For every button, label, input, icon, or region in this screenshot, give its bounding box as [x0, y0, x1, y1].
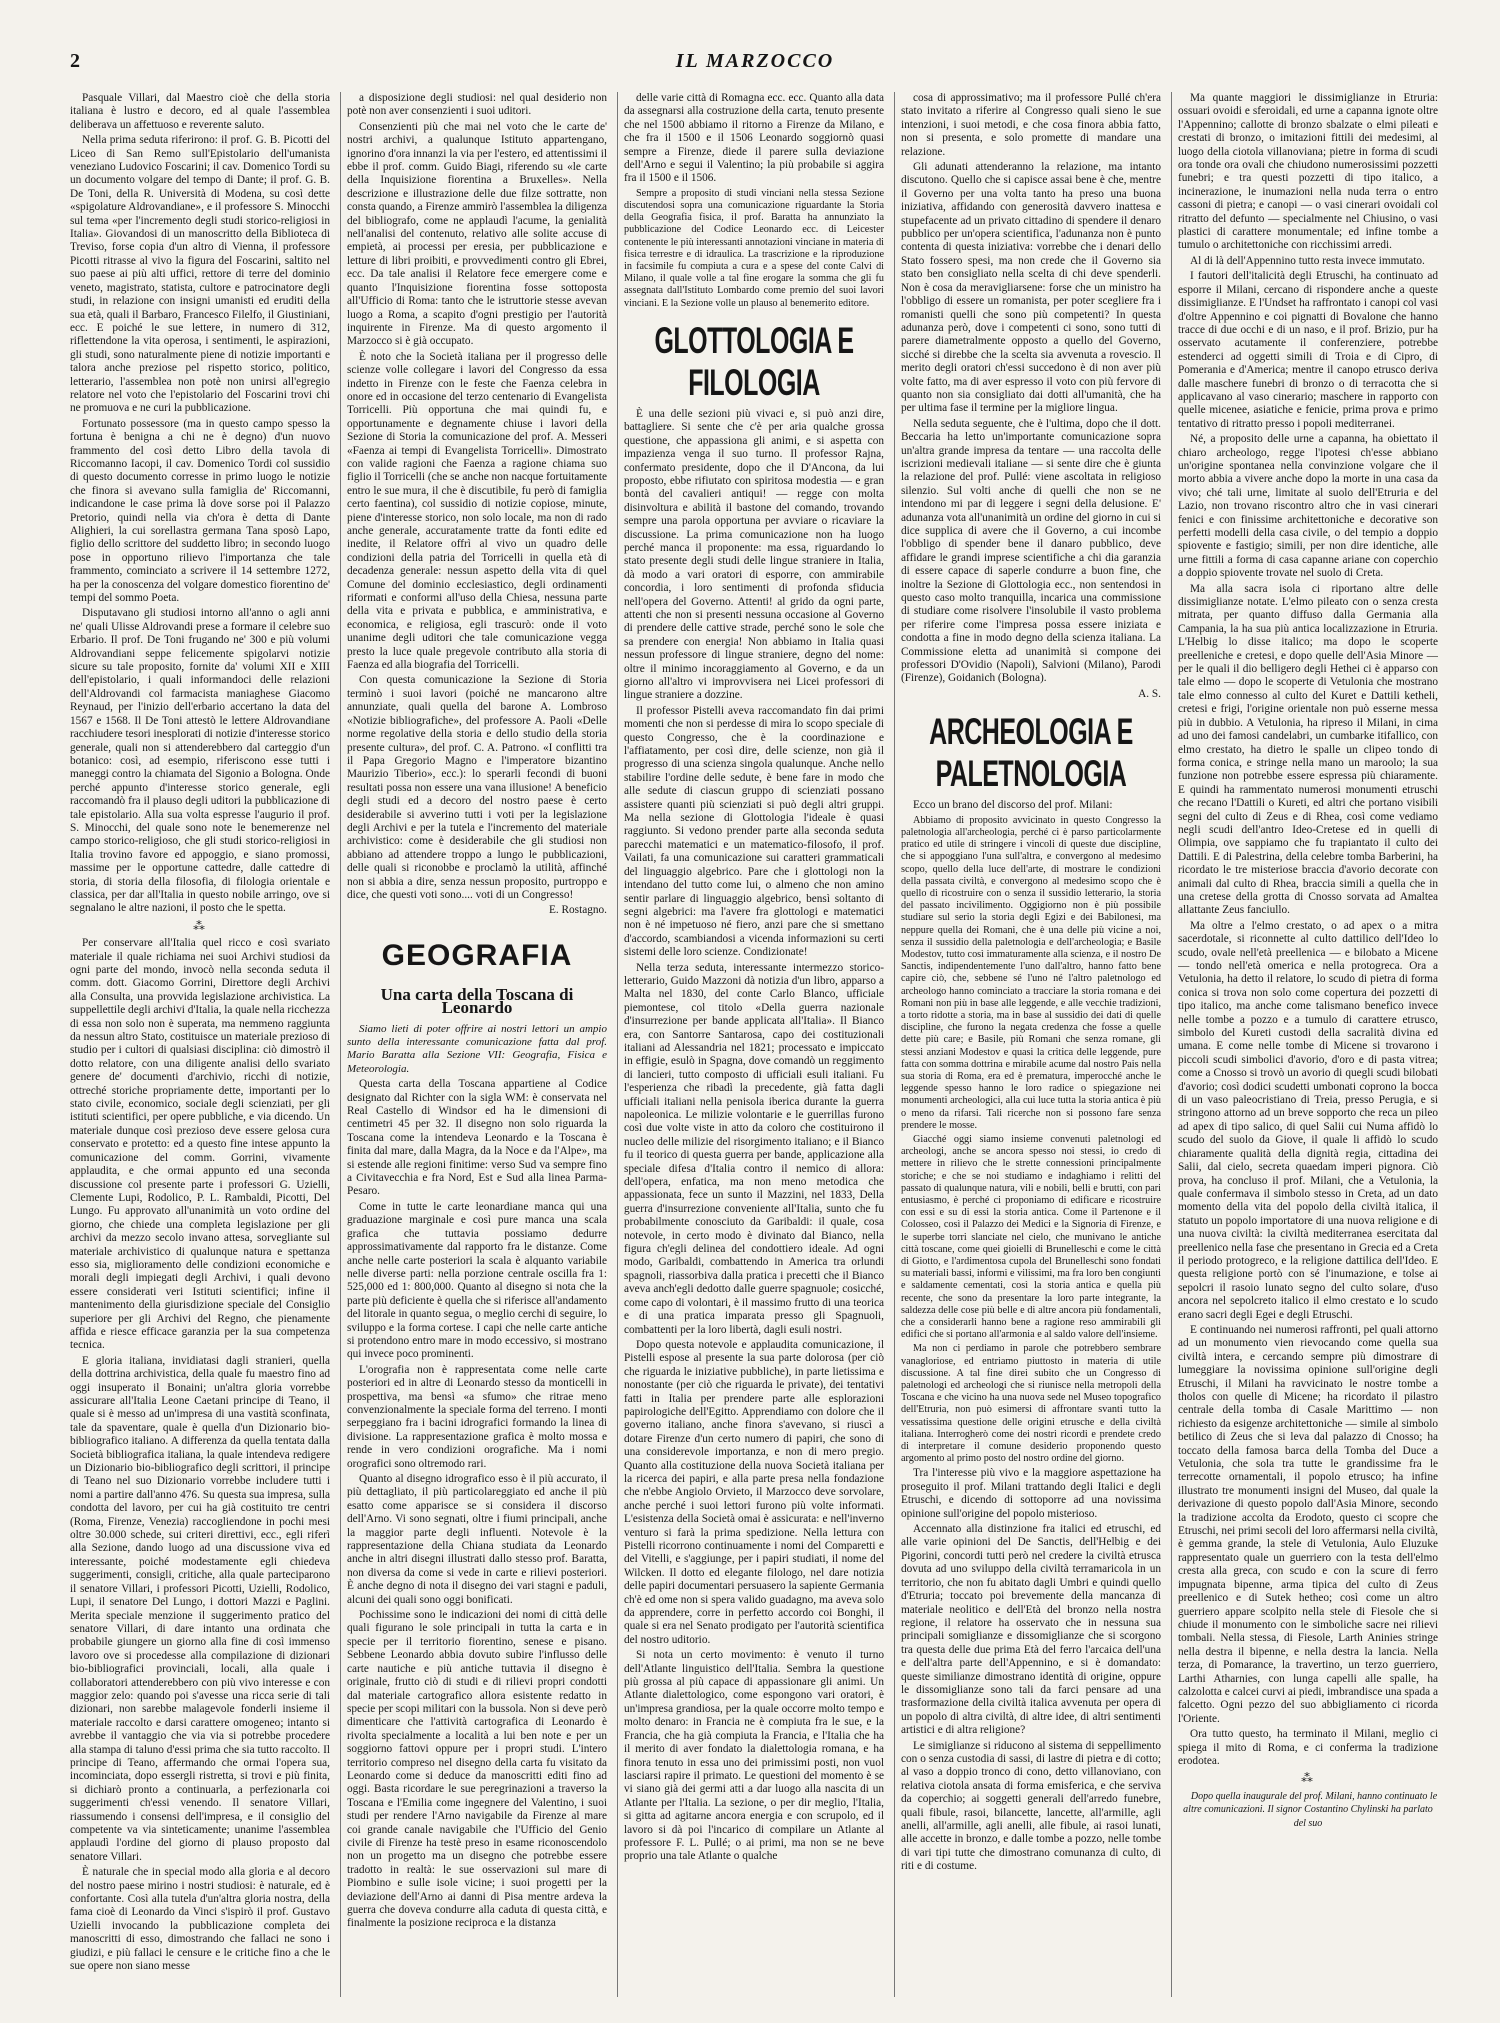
column-4: [901, 92, 1161, 2002]
section-intro: Siamo lieti di poter offrire ai nostri lettori un ampio sunto della interessante comunicazione fatta dal prof. Mario Baratta alla Sezione VII: Geografia, Fisica e Meteorologia.: [347, 1022, 607, 1075]
paragraph: Nella seduta seguente, che è l'ultima, dopo che il dott. Beccaria ha letto un'importante comunicazione sopra un'altra grande impresa da tentare — una raccolta delle iscrizioni medievali italiane — si sente dire che è giunta la relazione del prof. Pullé: viene ascoltata in religioso silenzio. Sul volti anche di quelli che non se ne intendono mi par di leggere i segni della delusione. E' adunanza vota all'unanimità un ordine del giorno in cui si dice supplica di avere che il Governo, a cui incombe l'obbligo di spender bene il danaro pubblico, deve affidare le grandi imprese scientifiche a chi dia garanzia di essere capace di saperle condurre a buon fine, che inoltre la Sezione di Glottologia ecc., non sentendosi in questo caso molto tranquilla, incarica una commissione di studiare come risolvere l'insolubile il vasto problema per riferire come l'impresa possa essere iniziata e condotta a fine in modo degno della scienza italiana. La Commissione eletta ad unanimità si compone dei professori D'Ovidio (Napoli), Salvioni (Milano), Parodi (Firenze), Goidanich (Bologna).: [901, 417, 1161, 685]
section-title-archeologia: ARCHEOLOGIA E PALETNOLOGIA: [929, 711, 1133, 796]
paragraph: I fautori dell'italicità degli Etruschi, ha continuato ad esporre il Milani, cercano di rispondere anche a queste dissimiglianze. E l'Undset ha raffrontato i canopi col vasi d'oltre Appennino e coi pignatti di Bovalone che hanno tracce di due occhi e di un naso, e il prof. Brizio, pur ha osservato acutamente il conferenziere, potrebbe estenderci ad oggetti simili di Troia e di Cipro, di Pomerania e d'America; mentre il canopo etrusco deriva dalle maschere funebri di bronzo o di terracotta che si applicavano al vaso cinerario; maschere in rapporto con quelle micenee, asiatiche e fenicie, prima prova e primo tentativo di ritratto presso i popoli mediterranei.: [1178, 270, 1438, 430]
paragraph: Si nota un certo movimento: è venuto il turno dell'Atlante linguistico dell'Italia. Sembra la questione più grossa al più capace di appassionare gli animi. Un Atlante dialettologico, come espongono vari oratori, è un'impresa grandiosa, per la quale occorre molto tempo e molto denaro: in Francia ne è compiuta fra le sue, e la Francia, che ha già compiuta la Francia, e l'Italia che ha il merito di aver fondato la dialettologia romana, e ha finora tenuto in essa uno dei primissimi posti, non vuol lasciarsi rapire il primato. Le questioni del momento è se vi siano già dei germi atti a dar luogo alla nascita di un Atlante per l'Italia. La sezione, o per dir meglio, l'Italia, si gitta ad agitarne ancora energia e con scrupolo, ed il lavoro si dà poi l'incarico di compilare un Atlante al professore F. L. Pullé; o ai primi, ma non se ne beve proprio una tale Atlante o qualche: [624, 1649, 884, 1863]
section-title-glottologia: GLOTTOLOGIA E FILOLOGIA: [654, 319, 854, 404]
paragraph: Ora tutto questo, ha terminato il Milani, meglio ci spiega il mito di Roma, e ci conferma la tradizione erodotea.: [1178, 1728, 1438, 1767]
section-subtitle: Una carta della Toscana di Leonardo: [380, 984, 574, 1018]
paragraph: Le simiglianze si riducono al sistema di seppellimento con o senza custodia di sassi, di lastre di pietra e di cotto; al vaso a doppio tronco di cono, detto villanoviano, con relativa ciotola ansata di forma emisferica, e che serviva da coperchio; ai soggetti generali dell'arredo funebre, quali fibule, rasoi, bilancette, lancette, all'armille, agli anelli, all'armille, agli anelli, alle fibule, ai rasoi lunati, alle accette in bronzo, e dalle tombe a pozzo, nelle tombe di vari tipi tutte che dimostrano comunanza di culto, di riti e di costume.: [901, 1739, 1161, 1873]
paragraph: Sempre a proposito di studi vinciani nella stessa Sezione discutendosi sopra una comunicazione riguardante la Storia della Geografia fisica, il prof. Baratta ha annunziato la pubblicazione del Codice Leonardo ecc. di Leicester contenente le più interessanti annotazioni vinciane in materia di fisica terrestre e di idraulica. La trascrizione e la riproduzione in facsimile fu compiuta a cura e a spese del conte Calvi di Milano, il quale volle a tal fine erogare la somma che gli fu assegnata dall'Istituto Lombardo come premio del suoi lavori vinciani. E la Sezione volle un plauso al benemerito editore.: [624, 187, 884, 309]
masthead: IL MARZOCCO: [675, 50, 835, 72]
paragraph: delle varie città di Romagna ecc. ecc. Quanto alla data da assegnarsi alla costruzione della carta, tenuto presente che nel 1500 abbiamo il ritorno a Firenze da Milano, e che fra il 1500 e il 1506 Leonardo soggiornò quasi sempre a Firenze, diede il parere sulla deviazione dell'Arno e segui il Valentino; la più probabile si aggira fra il 1500 e il 1506.: [624, 92, 884, 185]
quoted-speech: Abbiamo di proposito avvicinato in questo Congresso la paletnologia all'archeologia, perché ci è parso particolarmente pratico ed utile di stringere i vincoli di queste due discipline, che si appoggiano l'una sull'altra, e convergono al medesimo scopo, quello della luce dell'arte, di mostrare le condizioni della passata civiltà, e convergono al medesimo scopo che è quello di ricostruire con o senza il sussidio letterario, la storia del passato incivilimento. Oggigiorno non è più possibile studiare sul serio la storia degli Egizi e dei Babilonesi, ma neppure quella dei Romani, che è una delle più vicine a noi, senza il sussidio della paletnologia e dell'archeologia; e Basile Modestov, tutto così immaturamente alla scienza, e il nostro De Sanctis, indipendentemente l'uno dall'altro, hanno fatto bene capire ciò, che, sebbene sé l'uno né l'altro paletnologo ed archeologo hanno cominciato a tracciare la storia romana e dei Romani non più in base alle leggende, e alle vecchie tradizioni, a torto ridotte a storia, ma in base al sussidio dei dati di quelle discipline, che furono la negata credenza che fosse a quelle dette più care; e Basile, più Romani che senza romane, gli stessi anziani Modestov e quasi la critica delle leggende, pure fatta con somma dottrina e mirabile acume dal nostro Pais nella sua storia di Roma, era ed è prematura, imperocché anche le leggende spesso hanno le loro radice o spiegazione nei monumenti archeologici, alla cui luce tutta la storia antica è più o meno da rifarsi. Tali ricerche non si possono fare senza prendere le mosse.: [901, 814, 1161, 1131]
paragraph: cosa di approssimativo; ma il professore Pullé ch'era stato invitato a riferire al Congresso quali sieno le sue intenzioni, i suoi metodi, e che cosa finora abbia fatto, non si presenta, e solo promette di mandare una relazione.: [901, 92, 1161, 158]
paragraph: È naturale che in special modo alla gloria e al decoro del nostro paese mirino i nostri studiosi: è naturale, ed è confortante. Così alla tutela d'un'altra gloria nostra, della fama cioè di Leonardo da Vinci s'ispirò il prof. Gustavo Uzielli invocando la pubblicazione completa dei manoscritti di esso, dimostrando che fallaci ne sono i giudizi, e più fallaci le censure e le critiche fino a che le sue opere non siano messe: [70, 1866, 330, 1973]
paragraph: Accennato alla distinzione fra italici ed etruschi, ed alle varie opinioni del De Sanctis, dell'Helbig e dei Pigorini, concordi tutti però nel credere la civiltà etrusca dovuta ad uno sviluppo della civiltà terramaricola in un territorio, che non fu abitato dagli Umbri e quindi quello d'Etruria; toccato poi brevemente della mancanza di materiale neolitico e dell'Età del bronzo nella nostra regione, il relatore ha osservato che in nessuna sua principali somiglianze e dissomiglianze che si scorgono tra questa delle due prima Età del ferro l'arcaica dell'una e dell'altra parte dell'Appennino, e si è domandato: queste similianze dimostrano identità di origine, oppure le dissomiglianze sono tali da farci pensare ad una trasformazione della civiltà italica avvenuta per opera di un popolo di altra civiltà, di altre idee, di altri sentimenti artistici e di altra religione?: [901, 1523, 1161, 1737]
paragraph: Ma alla sacra isola ci riportano altre delle dissimiglianze notate. L'elmo pileato con o senza cresta mitrata, per quanto diffuso dalla Germania alla Campania, la ha sua più antica localizzazione in Etruria. L'Helbig lo disse italico; ma dopo le scoperte preelleniche e cretesi, e dopo quelle dell'Asia Minore — per le quali il dio belligero degli Hethei ci è apparso con tale elmo — dopo le scoperte di Vetulonia che mostrano tale elmo connesso al culto del Kuret e Dattili ketheli, cretesi e frigi, l'origine orientale non può esserne messa più in dubbio. A Vetulonia, ha ripreso il Milani, in cima ad uno dei famosi candelabri, un cumbarke itifallico, con elmo crestato, ha dietro le spalle un clipeo tondo di forma conica, e stringe nella mano un maroolo; la sua funzione non potrebbe essere espressa più chiaramente. E quindi ha rammentato numerosi monumenti etruschi che recano l'Dattili o Kureti, ed altri che portano visibili segni del culto di Zeus e di Rhea, così come vediamo negli scudi dell'antro Ideo-Cretese ed in quelli di Olimpia, ove sappiamo che fu trapiantato il culto dei Dattili. E di Palestrina, della celebre tomba Barberini, ha ricordato le tre misteriose braccia d'avorio decorate con animali dal culto di Rhea, braccia simili a quella che in una cretese della grotta di Cnosso sorvata ad Amaltea allattante Zeus fanciullo.: [1178, 582, 1438, 917]
quoted-speech: Ma non ci perdiamo in parole che potrebbero sembrare vanagloriose, ed entriamo piuttosto in materia di utile discussione. A tal fine direi subito che un Congresso di paletnologi ed archeologi che si riunisce nella metropoli della Toscana e che vicino ha una nuova sede nel Museo topografico dell'Etruria, non può esimersi di affrontare svanti tutto la vessatissima questione delle origini etrusche e della civiltà italiana. Interrogherò come dei nostri ricordi e prendete credo di interpretare il comune desiderio proponendo questo argomento al primo posto del nostro ordine del giorno.: [901, 1343, 1161, 1465]
paragraph: Consenzienti più che mai nel voto che le carte de' nostri archivi, a qualunque Istituto appartengano, ignorino d'ora innanzi la via per l'estero, ed attentissimi il ebbe il prof. comm. Guido Biagi, riferendo su «le carte della Inquisizione fiorentina a Bruxelles». Nella descrizione e illustrazione delle due filze sottratte, non consta quando, a Firenze ammirò l'assemblea la diligenza del bibliografo, come ne applaudì l'acume, la genialità nell'analisi del contenuto, relativo alle solite accuse di empietà, ai processi per eresia, per pubblicazione e letture di libri proibiti, e provvedimenti contro gli Ebrei, ecc. Da tale analisi il Relatore fece emergere come e quanto l'Inquisizione fiorentina fosse sottoposta all'Ufficio di Roma: tanto che le istruttorie stesse avevan luogo a Roma, a scapito d'ogni prestigio per l'autorità inquirente in Firenze. Ma di questo argomento il Marzocco si è già occupato.: [347, 120, 607, 348]
section-separator: ⁂: [193, 918, 207, 933]
paragraph: Dopo questa notevole e applaudita comunicazione, il Pistelli espose al presente la sua parte dolorosa (per ciò che riguarda le iniziative pubbliche), in parte lietissima e nonostante (per ciò che riguarda le private), dei tentativi fatti in Italia per prendere parte alle esplorazioni papirologiche dell'Egitto. Apprendiamo con dolore che il governo italiano, anche finora s'avevano, si riuscì a dotare Firenze d'un certo numero di papiri, che sono di una considerevole importanza, e non di mero pregio. Quanto alla costituzione della nuova Società italiana per la ricerca dei papiri, e alla parte presa nella fondazione che n'ebbe Angiolo Orvieto, il Marzocco deve sorvolare, anche perché i suoi lettori furono più volte informati. L'esistenza della Società omai è assicurata: e nell'inverno venturo si farà la prima spedizione. Nella lettura con Pistelli ricorrono continuamente i nomi del Comparetti e del Vitelli, e s'aggiunge, per i papiri studiati, il nome del Wilcken. Il dotto ed elegante filologo, nel dare notizia delle papiri documentari persuasero la sapiente Germania ch'è ed ome non si spera valido guadagno, ma aveva solo da apprendere, corre in perfetto accordo coi Bonghi, il quale si era nel Senato prodigato per l'autorità scientifica del nostro uditorio.: [624, 1338, 884, 1646]
paragraph: L'orografia non è rappresentata come nelle carte posteriori ed in altre di Leonardo stesso da monticelli in prospettiva, ma bensì «a sfumo» che ritrae meno convenzionalmente la speciale forma del terreno. I monti serpeggiano fra i bacini idrografici formando la linea di divisione. La rappresentazione grafica è molto mossa e rende in vero condizioni orografiche. Ma i nomi orografici sono oltremodo rari.: [347, 1363, 607, 1470]
paragraph: a disposizione degli studiosi: nel qual desiderio non potè non aver consenzienti i suoi uditori.: [347, 92, 607, 118]
column-1: [70, 92, 330, 2002]
page-header: [70, 50, 1440, 74]
column-5: [1178, 92, 1438, 2002]
paragraph: Come in tutte le carte leonardiane manca qui una graduazione marginale e così pure manca una scala grafica che tuttavia possiamo dedurre approssimativamente dal rapporto fra le distanze. Come anche nelle carte posteriori la scala è alquanto variabile nelle diverse parti: nella porzione centrale oscilla fra 1: 525,000 ed 1: 800,000. Quanto al disegno si nota che la parte più deficiente è quella che si riferisce all'andamento del litorale in quanto segua, o meglio cerchi di seguire, lo sviluppo e la forma cortese. I capi che nelle carte antiche si protendono entro mare in modo eccessivo, si mostrano qui invece poco prominenti.: [347, 1200, 607, 1361]
paragraph: Il professor Pistelli aveva raccomandato fin dai primi momenti che non si perdesse di mira lo scopo speciale di questo Congresso, che è la coordinazione e l'affiatamento, per così dire, delle scienze, non già il progresso di una scienza singola qualunque. Anche nello stabilire l'ordine delle sedute, è bene fare in modo che alle sedute di ciascun gruppo di scienziati possano assistere quanti più scienziati si può degli altri gruppi. Ma nella sezione di Glottologia l'ideale è quasi raggiunto. Si vedono prender parte alla seconda seduta parecchi matematici e un matematico-filosofo, il prof. Vailati, fa una comunicazione sui caratteri grammaticali del linguaggio algebrico. Pare che i glottologi non la intendano del tutto come lui, o almeno che non amino sentir parlare di linguaggio algebrico, bensì soltanto di segni algebrici: ma l'avere fra glottologi e matematici non è né impetuoso né fiero, anzi pare che si smettano d'accordo, scambiandosi a vicenda informazioni su certi sistemi delle loro scienze. Condizionate!: [624, 704, 884, 959]
columns: [70, 92, 1440, 2002]
footnote: Dopo quella inaugurale del prof. Milani, hanno continuato le altre comunicazioni. Il signor Costantino Chylinski ha parlato del suo: [1183, 1790, 1438, 1829]
paragraph: Con questa comunicazione la Sezione di Storia terminò i suoi lavori (poiché ne mancarono altre annunziate, quali quella del barone A. Lombroso «Notizie bibliografiche», del professore A. Paoli «Delle norme regolative della storia e dello studio della storia presente cultura», del prof. C. A. Patrono. «I conflitti tra il Papa Gregorio Magno e l'imperatore bizantino Maurizio Tiberio», ecc.): lo sperarli fecondi di buoni resultati possa non essere una vana illusione! A beneficio degli studi ed a decoro del nostro paese è certo desiderabile si avverino tutti i voti per la legislazione degli Archivi e per la tutela e l'incremento del materiale archivistico: come è desiderabile che gli studiosi non abbiano ad attendere troppo a lungo le pubblicazioni, delle quali si riconobbe e proclamò la utilità, affinché non si abbia a dire, senza nessun proposito, purtroppo e dice, che questi voti sono.... voti di un Congresso!: [347, 674, 607, 901]
section-title-geografia: GEOGRAFIA: [381, 938, 573, 972]
paragraph: Pasquale Villari, dal Maestro cioè che della storia italiana è lustro e decoro, ed al quale l'assemblea deliberava un affettuoso e reverente saluto.: [70, 92, 330, 131]
quoted-speech: Giacché oggi siamo insieme convenuti paletnologi ed archeologi, anche se ancora spesso noi stessi, io credo di mettere in rilievo che le strette connessioni principalmente storiche; e che se noi studiamo e indaghiamo i relitti del passato di qualunque natura, vili e nobili, belli e brutti, con pari entusiasmo, è perché ci proponiamo di edificare e ricostruire con essi e su di essi la storia antica. Come il Partenone e il Colosseo, così il Palazzo dei Medici e la Signoria di Firenze, e le superbe torri slanciate nel cielo, che munivano le antiche città toscane, come quei gioielli di Brunelleschi e come le città di Giotto, e l'ardimentosa cupola del Brunelleschi sono fondati su materiali bassi, informi e vilissimi, ma fra loro ben congiunti e saldamente cementati, così la storia antica e quella più recente, che sono da presentare la loro parte integrante, la saldezza delle cose più belle e di altre ancora più fondamentali, che a considerarli hanno bene a ragione reso ammirabili gli edifici che si portano all'armonia e al saldo valore dell'insieme.: [901, 1133, 1161, 1341]
paragraph: Disputavano gli studiosi intorno all'anno o agli anni ne' quali Ulisse Aldrovandi prese a formare il celebre suo Erbario. Il prof. De Toni frugando ne' 300 e più volumi Aldrovandiani seppe felicemente spigolarvi notizie sicure su tale proposito, fornite da' volumi XII e XIII dell'epistolario, i quali informandoci delle relazioni dell'Aldrovandi col farmacista maniaghese Giacomo Reynaud, per l'inizio dell'erbario accertano la data del 1567 e 1568. Il De Toni attestò le lettere Aldrovandiane racchiudere tesori inesplorati di notizie d'interesse storico generale, quali non si attenderebbero dal carteggio d'un botanico: così, ad esempio, riferiscono esse tutti i maneggi contro la chiamata del Sigonio a Bologna. Onde perché appunto d'interesse storico generale, egli raccomandò fra il plauso degli uditori la pubblicazione di tale epistolario. Alla sua volta espresse l'augurio il prof. S. Minocchi, del quale sono note le benemerenze nel campo storico-religioso, che gli studi storico-religiosi in Italia trovino favore ed appoggio, e siano promossi, massime per le opportune cattedre, dalle cattedre di storia, di storia della filosofia, di filologia orientale e classica, per dar all'Italia in questo nobile arringo, ove si segnalano le altre nazioni, il posto che le spetta.: [70, 607, 330, 915]
paragraph: Pochissime sono le indicazioni dei nomi di città delle quali figurano le sole principali in tutta la carta e in specie per il territorio fiorentino, senese e pisano. Sebbene Leonardo abbia dovuto subire l'influsso delle carte nautiche e più antiche tuttavia il disegno è originale, frutto ciò di studi e di rilievi propri condotti dal materiale cartografico allora esistente redatto in specie per scopi militari con la bussola. Non si deve però dimenticare che l'attività cartografica di Leonardo è rivolta specialmente a località a lui ben note e per un soggiorno fattovi oppure per i propri studi. L'intero territorio compreso nel disegno della carta fu visitato da Leonardo come si deduce da manoscritti editi fino ad oggi. Basta ricordare le sue peregrinazioni a traverso la Toscana e l'Emilia come ingegnere del Valentino, i suoi studi per rendere l'Arno navigabile da Firenze al mare coi grande canale navigabile che l'Ufficio del Genio civile di Firenze ha testè preso in esame riconoscendolo non un progetto ma un disegno che potrebbe essere tradotto in realtà: le sue osservazioni sul mare di Piombino e sulle isole vicine; i suoi progetti per la deviazione dell'Arno ai danni di Pisa mentre ardeva la guerra che doveva condurre alla caduta di questa città, e finalmente la posizione reciproca e la distanza: [347, 1609, 607, 1930]
paragraph: E gloria italiana, invidiatasi dagli stranieri, quella della dottrina archivistica, della quale fu maestro fino ad oggi insuperato il Bonaini; un'altra gloria vorrebbe assicurare all'Italia Leone Caetani principe di Teano, il quale si è messo ad un'impresa di una vastità sconfinata, tale da spaventare, quale è quella d'un Dizionario bio-bibliografico italiano. A differenza da quella tentata dalla Società bibliografica italiana, la quale intendeva redigere un Dizionario bio-bibliografico degli scrittori, il principe di Teano nel suo Dizionario vorrebbe includere tutti i nomi a partire dall'anno 476. Su questa sua impresa, sulla condotta del lavoro, per cui ha già costituito tre centri (Roma, Firenze, Venezia) raccogliendone in pochi mesi oltre 30.000 schede, sui criteri direttivi, ecc., egli riferì alla Sezione, dando luogo ad una discussione viva ed interessante, poiché modestamente egli chiedeva suggerimenti, consigli, critiche, alla quale parteciparono il senatore Villari, i professori Picotti, Uzielli, Rodolico, Lupi, il senatore Del Lungo, i dottori Mazzi e Paglini. Merita speciale menzione il suggerimento pratico del senatore Villari, di dare intanto una ordinata che probabile giungere un giorno alla fine di così immenso lavoro ove si procedesse alla compilazione di dizionari bio-bibliografici provinciali, locali, alla quale i collaboratori attenderebbero con più vivo interesse e con maggior zelo: quando poi s'avesse una ricca serie di tali dizionari, non sarebbe malagevole fonderli insieme il materiale raccolto e darsi carattere omogeneo; intanto si avrebbe il vantaggio che via via si potrebbe procedere alla stampa di taluno d'essi prima che sia tutto raccolto. Il principe di Teano, affermando che ormai l'opera sua, incominciata, dopo essergli ristretta, si trovi e più finita, si dichiarò pronto a continuarla, a perfezionarla coi suggerimenti ch'essi venendo. Il senatore Villari, riassumendo i consensi dell'impresa, e il consiglio del competente va via sinteticamente; unanime l'assemblea applaudì l'ordine del giorno di plauso proposto dal senatore Villari.: [70, 1354, 330, 1863]
paragraph: E continuando nei numerosi raffronti, pel quali attorno ad un monumento vien rievocando come quella sua civiltà intera, e cercando sempre più dimostrare di lumeggiare la novissima opinione sull'origine degli Etruschi, il Milani ha ravvicinato le nostre tombe a tholos con quelle di Micene; ha ricordato il pilastro centrale della tomba di Casale Marittimo — non richiesto da esigenze architettoniche — simile al simbolo betilico di Zeus che si leva dal palazzo di Cnosso; ha toccato della famosa barca della Tomba del Duce a Vetulonia, che sola tra tutte le grandissime fra le terrecotte ornamentali, il popolo etrusco; ha infine illustrato tre monumenti insigni del Museo, dal quale la derivazione di questo popolo dall'Asia Minore, secondo la tradizione accolta da Erodoto, questo ci scopre che Etruschi, nei primi secoli del loro affermarsi nella civiltà, è gemma grande, la stele di Vetulonia, Aulo Eluzuke rappresentato quale un guerriero con la testa dell'elmo cresta alla greca, con scudo e con la scure di ferro impugnata bipenne, arma tipica del culto di Zeus preellenico e di Sutek hetheo; così come un altro guerriero appare scolpito nella stele di Fiesole che si chiude il monumento con le simboliche sacre nei rilievi tombali. Nella stessa, di Fiesole, Larth Aninies stringe nella destra il bipenne, e nella destra la lancia. Nella terza, di Pomarance, la travertino, un terzo guerriero, Larthi Atharnies, con lunga capelli alle spalle, ha calzolotta e calcei curvi ai piedi, imbrandisce una spada a falcetto. Ogni pezzo del suo abbigliamento ci ricorda l'Oriente.: [1178, 1323, 1438, 1725]
paragraph: Al di là dell'Appennino tutto resta invece immutato.: [1190, 254, 1425, 267]
paragraph: Né, a proposito delle urne a capanna, ha obiettato il chiaro archeologo, regge l'ipotesi ch'esse abbiano un'origine spontanea nella convinzione volgare che il morto abbia a vivere anche dopo la morte in una casa da vivo; ché tali urne, limitate al suolo dell'Etruria e del Lazio, non trovano riscontro altro che in vasi cinerari fenici e con finissime architettoniche e decorative son perfetti modelli della casa civile, o del tempio a doppio spiovente e fastigio; simili, per non dire identiche, alle urne fittili a forma di casa capanne ariane con coperchio a doppio spiovente trovate nel suolo di Creta.: [1178, 433, 1438, 580]
section-separator: ⁂: [1301, 1771, 1315, 1786]
paragraph: Ma quante maggiori le dissimiglianze in Etruria: ossuari ovoidi e sferoidali, ed urne a capanna ignote oltre l'Appennino; callotte di bronzo sbalzate o elmi pileati e crestati di bronzo, o imitazioni fittili dei medesimi, al luogo della ciotola villanoviana; pietre in forma di scudi ora tonde ora ovali che chiudono numerosissimi pozzetti funebri; e tra questi pozzetti di tipo italico, a incinerazione, le inumazioni nella nuda terra o entro cassoni di pietra; e canopi — o vasi cinerari ovoidali col ritratto del defunto — specialmente nel Chiusino, o vasi plastici di carattere monumentale; ed infine tombe a tumulo o architettoniche con ricchissimi arredi.: [1178, 92, 1438, 252]
page-number: 2: [70, 50, 80, 72]
paragraph: Questa carta della Toscana appartiene al Codice designato dal Richter con la sigla WM: è conservata nel Real Castello di Windsor ed ha le dimensioni di centimetri 45 per 32. Il disegno non solo riguarda la Toscana come la intendeva Leonardo e la Toscana è finita dal mare, dalla Magra, da la Noce e da l'Alpe», ma si estende alle regioni finitime: verso Sud va sempre fino a Civitavecchia e fra Nord, Est e Sud alla linea Parma-Pesaro.: [347, 1078, 607, 1198]
section-intro: Ecco un brano del discorso del prof. Milani:: [913, 799, 1113, 812]
article-signature: A. S.: [1138, 687, 1161, 700]
article-signature: E. Rostagno.: [548, 904, 607, 917]
paragraph: Gli adunati attenderanno la relazione, ma intanto discutono. Quello che si capisce assai bene è che, mentre il Governo per una volta tanto ha preso una buona iniziativa, affidando con generosità davvero inattesa e stupefacente ad un privato cittadino di spendere il denaro pubblico per un'opera scientifica, l'adunanza non è punto contenta di questa iniziativa: vorrebbe che i denari dello Stato fossero spesi, ma non crede che il Governo sia stato ben consigliato nella scelta di chi deve spenderli. Non è cosa da meravigliarsene: forse che un ministro ha l'obbligo di essere un romanista, per poter scegliere fra i romanisti quelli che sono più competenti? In questa adunanza però, dove i competenti ci sono, sono tutti di parere diametralmente opposto a quello del Governo, sicché si direbbe che la scelta sia avvenuta a rovescio. Il merito degli oratori ch'essi succedono è di non aver più volte fatto, ma di aver espresso il voto con più fervore di quanto non sia consigliato dai dotti all'umanità, che ha per ultima fase il termine per la migliore lingua.: [901, 161, 1161, 415]
column-2: [347, 92, 607, 2002]
paragraph: Per conservare all'Italia quel ricco e così svariato materiale il quale richiama nei suoi Archivi studiosi da ogni parte del mondo, invocò nella seconda seduta il comm. dott. Giacomo Gorrini, Direttore degli Archivi alla Consulta, una provvida legislazione archivistica. La suppellettile degli archivi d'Italia, la quale nella ricchezza di essa non solo non è superata, ma nemmeno raggiunta da nessun altro Stato, costituisce un materiale prezioso di studio per i cultori di qualsiasi disciplina: ciò dimostrò il dotto relatore, con una diligente analisi dello svariato genere de' documenti d'archivio, ricchi di notizie, ottreché storiche propriamente dette, importanti per lo stato civile, economico, sociale degli scienziati, per gli istituti scientifici, per opere pubbliche, e via dicendo. Un materiale dunque così prezioso deve essere gelosa cura conservato e protetto: ed a questo fine intese appunto la comunicazione del comm. Gorrini, vivamente applaudita, e che ormai appunto ed una seconda discussione col presente parte i professori G. Uzielli, Clemente Lupi, Rodolico, P. L. Rambaldi, Picotti, Del Lungo. Fu approvato all'unanimità un voto ordine del giorno, che chiede una completa legislazione per gli archivi da mezzo secolo invano attesa, sorvegliante sul materiale archivistico di qualunque natura e spettanza esso sia, miglioramento delle condizioni economiche e morali degli impiegati degli Archivi, i quali devono essere considerati veri Istituti scientifici; infine il mantenimento della giurisdizione speciale del Consiglio superiore per gli Archivi del Regno, che pienamente affida e riesce efficace garanzia per la sua competenza tecnica.: [70, 937, 330, 1352]
paragraph: Quanto al disegno idrografico esso è il più accurato, il più dettagliato, il più particolareggiato ed anche il più esatto come apparisce se si considera il discorso dell'Arno. Vi sono segnati, oltre i fiumi principali, anche la maggior parte degli influenti. Notevole è la rappresentazione della Chiana studiata da Leonardo anche in altri disegni illustrati dallo stesso prof. Baratta, non diversa da come si vede in carte e rilievi posteriori. È anche degno di nota il disegno dei vari stagni e paduli, alcuni dei quali sono oggi bonificati.: [347, 1473, 607, 1606]
paragraph: È una delle sezioni più vivaci e, si può anzi dire, battagliere. Si sente che c'è per aria qualche grossa questione, che appassiona gli animi, e si aspetta con impazienza venga il suo turno. Il professor Rajna, confermato presidente, dopo che il D'Ancona, da lui proposto, ebbe rifiutato con spiritosa modestia — e gran bontà del cavalieri antiqui! — regge con molta disinvoltura e abilità il bastone del comando, trovando sempre una parola opportuna per avviare o ricaviare la discussione. La prima comunicazione non ha luogo perché manca il proponente: ma essa, riguardando lo stato presente degli studi delle lingue straniere in Italia, dà modo a vari oratori di esporre, con ammirabile concordia, i loro sentimenti di profonda sfiducia nell'opera del Governo. Attenti! al grido da ogni parte, attenti che non si presenti nessuna occasione al Governo di prendere delle cattive strade, perché sono le sole che sa prendere con energia! Non abbiamo in Italia quasi nessun professore di lingue straniere, degno del nome: oltre il minimo incoraggiamento al Governo, e da un giorno all'altro vi improvvisera nei Licei professori di lingue straniere a dozzine.: [624, 407, 884, 702]
column-3: [624, 92, 884, 2002]
paragraph: Ma oltre a l'elmo crestato, o ad apex o a mitra sacerdotale, si riconnette al culto dattilico dell'Ideo lo scudo, ovale nell'età preellenica — e bilobato a Micene — tondo nell'età omerica e nella protogreca. Ora a Vetulonia, ha detto il relatore, lo scudo di pietra di forma conica si trova non solo come copertura dei pozzetti di tipo italico, ma anche come talismano benefico invece nelle tombe a pozzo e a tumulo di carattere etrusco, simbolo del Kureti custodi della sacralità divina ed umana. E come nelle tombe di Micene si trovarono i piccoli scudi simbolici d'avorio, d'oro e di pasta vitrea; come a Cnosso si trovò un avorio di quegli scudi bilobati d'avorio; così dodici scudetti umbonati coprono la bocca di un vaso paleocristiano di Treia, presso Perugia, e si stringono attorno ad un breve sopporto che reca un pileo ad apex di tipo salico, di quel Salii cui Numa affidò lo scudo del suolo da Giove, il quale li affidò lo scudo chiaramente qualità della dignità regia, cittadina dei Salii, dal cielo, secreta quaedam imperi pignora. Ciò prova, ha concluso il prof. Milani, che a Vetulonia, la quale confermava il simbolo stesso in Creta, ad un dato momento della vita del popolo della civiltà italica, il statuto un popolo importatore di una nuova religione e di una nuova civiltà: la civiltà mediterranea esercitata dal preellenico nella fase che presentano in Grecia ed a Creta il periodo protogreco, e la religione dattilica dell'Ideo. E questa religione portò con sé l'inumazione, e tolse ai sepolcri il rasoio lunato segno del culto solare, d'uso ancora nel sepolcreto italico il elmo crestato e lo scudo erano sacri degli Egei e degli Etruschi.: [1178, 919, 1438, 1321]
paragraph: Nella prima seduta riferirono: il prof. G. B. Picotti del Liceo di San Remo sull'Epistolario dell'umanista veneziano Ludovico Foscarini; il cav. Domenico Tordi su un documento volgare del tempo di Dante; il prof. G. B. De Toni, della R. Università di Modena, su così dette «spigolature Aldrovandiane», e il professore S. Minocchi sul tema «per l'incremento degli studi storico-religiosi in Italia». Giovandosi di un manoscritto della Biblioteca di Treviso, forse copia d'un altro di Vienna, il professore Picotti ritrasse al vivo la figura del Foscarini, saltito nel suo paese ai più alti uffici, rettore di terre del dominio veneto, magistrato, statista, cultore e patrocinatore degli studi, in relazione con insigni umanisti ed eruditi della sua età, quali il Barbaro, Francesco Filelfo, il Giustiniani, ecc. E poiché le sue lettere, in numero di 312, riflettendone la vita operosa, i sentimenti, le aspirazioni, gli studi, sono naturalmente piene di notizie importanti e talora anche preziose pel rispetto storico, politico, letterario, l'assemblea non potè non unirsi all'egregio relatore nel voto che l'epistolario del Foscarini trovi chi ne promuova e ne curi la pubblicazione.: [70, 134, 330, 415]
paragraph: Tra l'interesse più vivo e la maggiore aspettazione ha proseguito il prof. Milani trattando degli Italici e degli Etruschi, e dicendo di sottoporre ad una novissima opinione sull'origine del popolo misterioso.: [901, 1467, 1161, 1520]
paragraph: Nella terza seduta, interessante intermezzo storico-letterario, Guido Mazzoni dà notizia d'un libro, apparso a Malta nel 1830, del conte Carlo Blanco, ufficiale piemontese, col titolo «Della guerra nazionale d'insurrezione per bande applicata all'Italia». Il Bianco era, con Santorre Santarosa, capo dei costituzionali italiani ad Alessandria nel 1821; processato e impiccato in effigie, esulò in Spagna, dove comandò un reggimento di lancieri, tutto composto di ufficiali esuli italiani. Fu l'esperienza che ribadì la precedente, già fatta dagli ufficiali italiani nella penisola iberica durante la guerra napoleonica. Le milizie volontarie e le guerrillas furono così due volte viste in atto da coloro che costituirono il nucleo delle milizie del risorgimento italiano; e il Bianco fu il teorico di questa guerra per bande, applicazione alla speciale difesa d'Italia contro il nemico di allora: dell'opera, enfatica, ma non meno metodica che appassionata, fece un sunto il Mazzini, nel 1833, Della guerra d'insurrezione conveniente all'Italia, sunto che fu probabilmente conosciuto da Garibaldi: il quale, cosa notevole, in certo modo è divinato dal Bianco, nella figura ch'egli delinea del condottiero ideale. Ad ogni modo, Garibaldi, combattendo in America tra orlundi spagnoli, riassorbiva dalla pratica i precetti che il Bianco aveva anch'egli dedotto dalle guerre spagnuole; cosicché, come capo di volontari, è il massimo frutto di una teorica e di una pratica imparata presso gli Spagnuoli, combattenti per la loro libertà, dagli esuli nostri.: [624, 961, 884, 1336]
paragraph: È noto che la Società italiana per il progresso delle scienze volle collegare i lavori del Congresso da essa indetto in Firenze con le feste che Faenza celebra in onore ed in occasione del terzo centenario di Evangelista Torricelli. Più opportuna che mai quindi fu, e opportunamente e degnamente chiuse i lavori della Sezione di Storia la comunicazione del prof. A. Messeri «Faenza ai tempi di Evangelista Torricelli». Dimostrato con valide ragioni che Faenza a ragione chiama suo figlio il Torricelli (che se anche non nacque fortuitamente entro le sue mura, il che è discutibile, fu però di famiglia certo faentina), col sussidio di notizie copiose, minute, piene d'interesse storico, non solo locale, ma non di rado anche generale, accuratamente tratte da fonti edite ed inedite, il Relatore offrì al vivo un quadro delle condizioni della patria del Torricelli in quella età di decadenza generale: nessun aspetto della vita di quel Comune del dominio ecclesiastico, degli ordinamenti riformati e conformi all'uso della Chiesa, nessuna parte della vita e privata e pubblica, e amministrativa, e economica, e religiosa, egli trascurò: onde il voto unanime degli uditori che tale comunicazione vegga presto la luce quale pregevole contributo alla storia di Faenza ed alla biografia del Torricelli.: [347, 350, 607, 672]
paragraph: Fortunato possessore (ma in questo campo spesso la fortuna è benigna a chi ne è degno) d'un nuovo frammento del così detto Libro della tavola di Riccomanno Iacopi, il cav. Domenico Tordi col sussidio di questo documento corresse in primo luogo le notizie che finora si avevano sulla famiglia de' Riccomanni, indicandone le case prima là dove sorse poi il Palazzo Pretorio, quindi nella via ch'ora è detta di Dante Alighieri, la cui sorellastra germana Tana sposò Lapo, figlio dello scrittore del suddetto libro; in secondo luogo pose in opportuno rilievo l'importanza che tale frammento, cominciato a scrivere il 14 settembre 1272, ha per la conoscenza del volgare domestico fiorentino de' tempi del sommo Poeta.: [70, 417, 330, 605]
